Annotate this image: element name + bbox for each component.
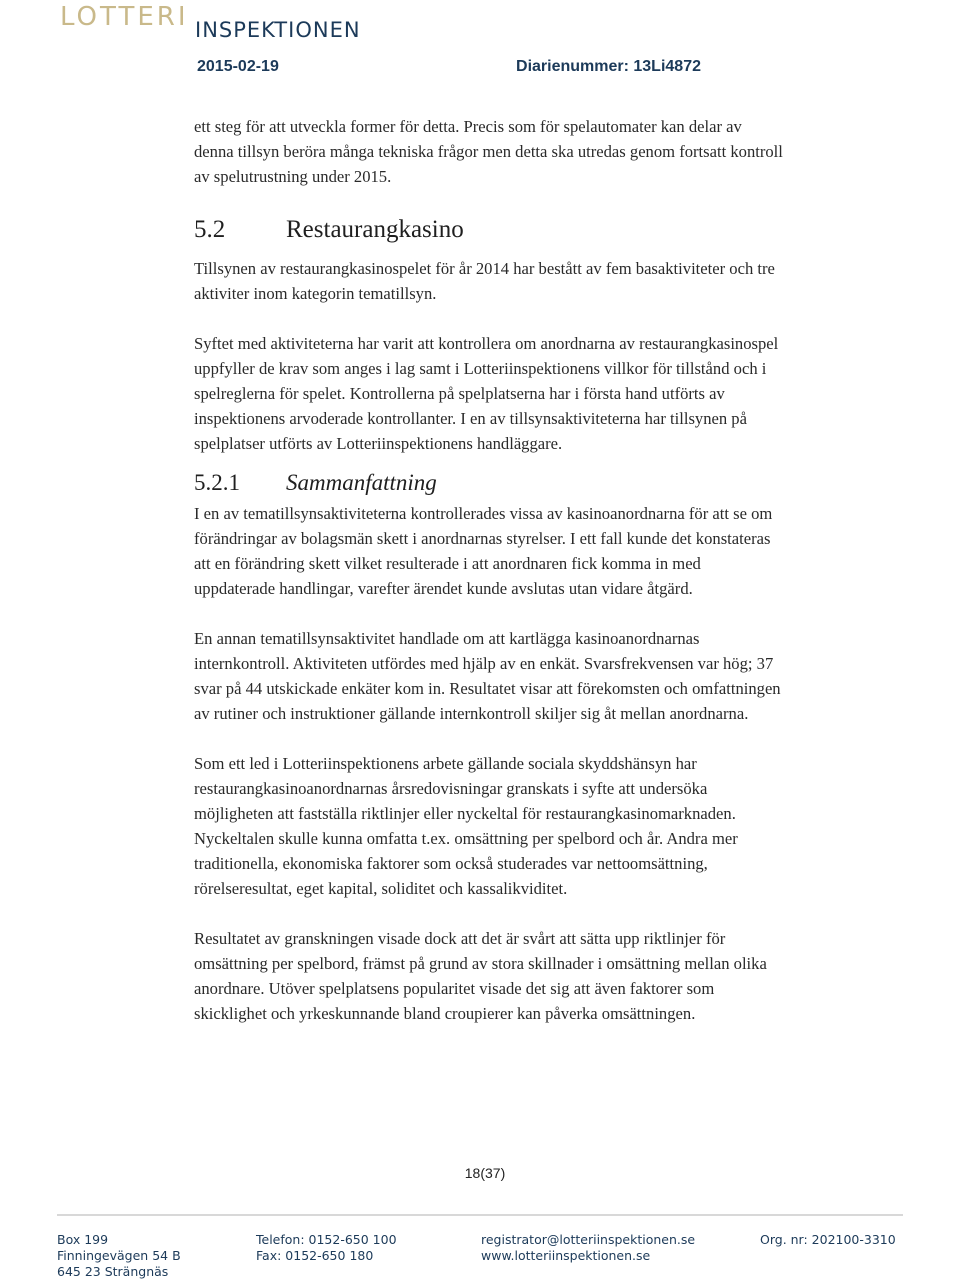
subsection-paragraph-3: Som ett led i Lotteriinspektionens arbete gällande sociala skyddshänsyn har restaurangkasinoanordnarnas årsredovisningar granskats i syfte att undersöka möjligheten att fastställa riktlinjer eller nyckeltal för restaurangkasinomarknaden. Nyckeltalen skulle kunna omfatta t.ex. omsättning per spelbord och år. Andra mer traditionella, ekonomiska faktorer som också studerades var nettoomsättning, rörelseresultat, eget kapital, soliditet och kassalikviditet. [194, 754, 738, 898]
document-date: 2015-02-19 [197, 58, 279, 75]
subsection-number: 5.2.1 [194, 470, 240, 495]
section-title: Restaurangkasino [286, 216, 464, 243]
footer-fax: Fax: 0152-650 180 [256, 1248, 374, 1263]
logo-word-lotteri: LOTTERI [60, 2, 189, 32]
intro-paragraph: ett steg för att utveckla former för detta. Precis som för spelautomater kan delar av denna tillsyn beröra många tekniska frågor men detta ska utredas genom fortsatt kontroll av spelutrustning under 2015. [194, 117, 783, 186]
footer-address-line: Box 199 [57, 1232, 109, 1247]
section-paragraph-1: Tillsynen av restaurangkasinospelet för år 2014 har bestått av fem basaktiviteter och tre aktiviter inom kategorin tematillsyn. [194, 259, 775, 303]
subsection-paragraph-4: Resultatet av granskningen visade dock att det är svårt att sätta upp riktlinjer för omsättning per spelbord, främst på grund av stora skillnader i omsättning mellan olika anordnare. Utöver spelplatsens popularitet visade det sig att även faktorer som skicklighet och yrkeskunnande bland croupierer kan påverka omsättningen. [194, 929, 767, 1023]
section-number: 5.2 [194, 216, 226, 243]
footer-web-link[interactable]: www.lotteriinspektionen.se [481, 1248, 651, 1263]
page-number: 18(37) [464, 1165, 506, 1181]
document-body [194, 114, 784, 1026]
subsection-paragraph-1: I en av tematillsynsaktiviteterna kontrollerades vissa av kasinoanordnarna för att se om förändringar av bolagsmän skett i anordnarnas styrelser. I ett fall kunde det konstateras att en förändring skett vilket resulterade i att anordnaren fick komma in med uppdaterade handlingar, varefter ärendet kunde avslutas utan vidare åtgärd. [194, 504, 773, 598]
subsection-paragraph-2: En annan tematillsynsaktivitet handlade om att kartlägga kasinoanordnarnas internkontroll. Aktiviteten utfördes med hjälp av en enkät. Svarsfrekvensen var hög; 37 svar på 44 utskickade enkäter kom in. Resultatet visar att förekomsten och omfattningen av rutiner och instruktioner gällande internkontroll skiljer sig åt mellan anordnarna. [194, 629, 781, 723]
footer-divider [57, 1214, 903, 1216]
footer-phone: Telefon: 0152-650 100 [256, 1232, 397, 1247]
footer-org-number: Org. nr: 202100-3310 [760, 1232, 896, 1247]
footer-address-line: 645 23 Strängnäs [57, 1264, 169, 1279]
footer-org [760, 1232, 896, 1248]
diary-number: Diarienummer: 13Li4872 [516, 58, 701, 75]
footer-contact [481, 1232, 695, 1264]
footer-phone-fax [256, 1232, 397, 1264]
footer-address-line: Finningevägen 54 B [57, 1248, 181, 1263]
subsection-title: Sammanfattning [286, 470, 437, 495]
section-heading [194, 215, 784, 245]
subsection-heading [194, 468, 784, 498]
section-paragraph-2: Syftet med aktiviteterna har varit att kontrollera om anordnarna av restaurangkasinospel uppfyller de krav som anges i lag samt i Lotteriinspektionens villkor för tillstånd och i spelreglerna för spelet. Kontrollerna på spelplatserna har i första hand utförts av inspektionens arvoderade kontrollanter. I en av tillsynsaktiviteterna har tillsynen på spelplatser utförts av Lotteriinspektionens handläggare. [194, 334, 779, 453]
lotteriinspektionen-logo [60, 2, 440, 46]
footer-email-link[interactable]: registrator@lotteriinspektionen.se [481, 1232, 696, 1247]
logo-word-inspektionen: INSPEKTIONEN [195, 18, 361, 42]
footer-address [57, 1232, 181, 1280]
